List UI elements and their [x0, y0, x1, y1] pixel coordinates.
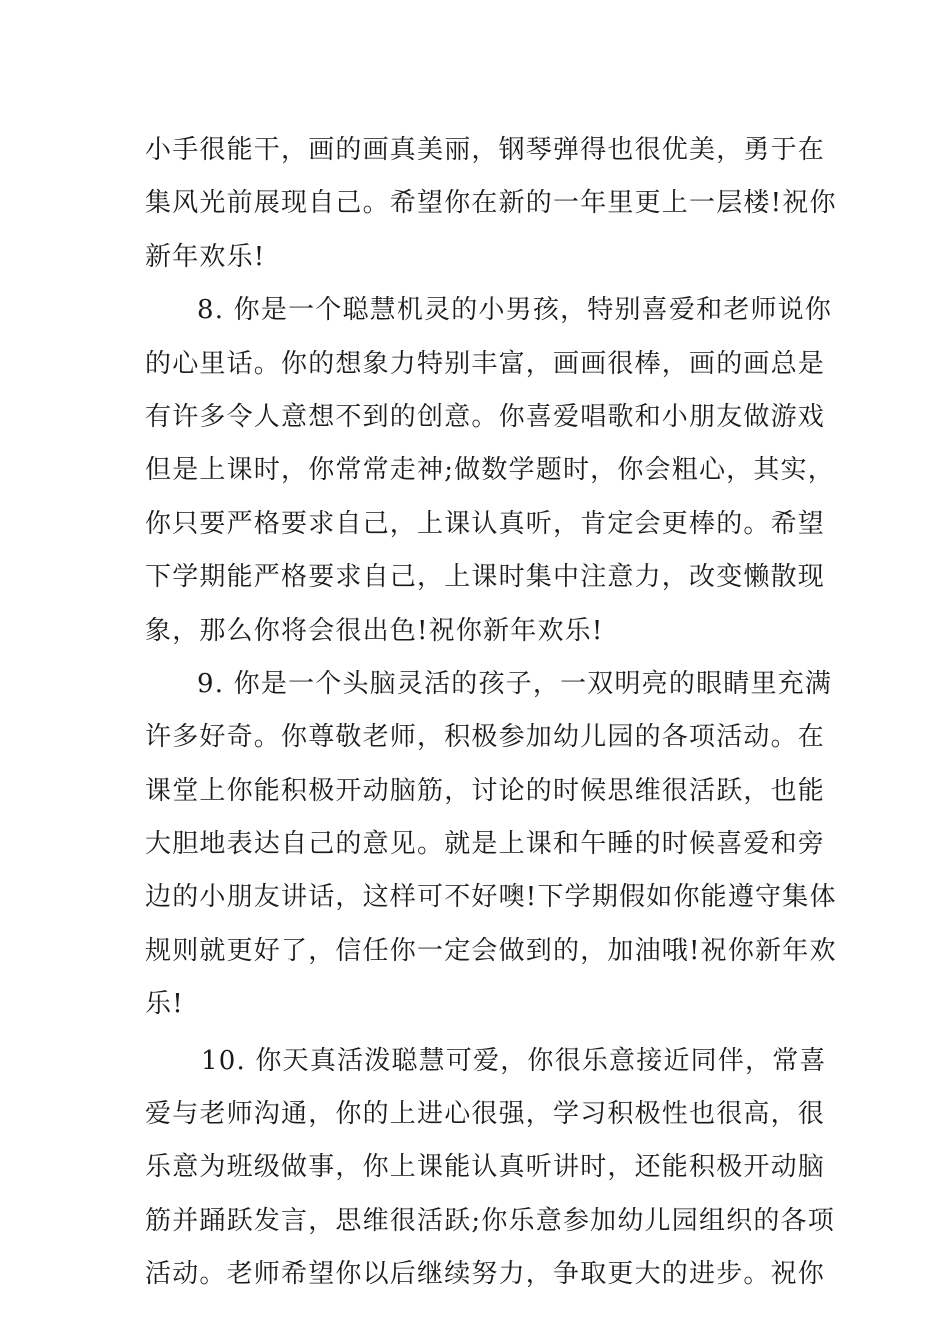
text-line: 的心里话。你的想象力特别丰富，画画很棒，画的画总是	[145, 348, 826, 379]
text-line: 课堂上你能积极开动脑筋，讨论的时候思维很活跃，也能	[145, 775, 826, 806]
text-line: 集风光前展现自己。希望你在新的一年里更上一层楼!祝你	[145, 188, 837, 219]
paragraph-8	[145, 284, 835, 658]
paragraph-10	[145, 1035, 835, 1302]
text-line: 边的小朋友讲话，这样可不好噢!下学期假如你能遵守集体	[145, 882, 837, 913]
text-line: 规则就更好了，信任你一定会做到的，加油哦!祝你新年欢	[145, 935, 837, 966]
text-line: 活动。老师希望你以后继续努力，争取更大的进步。祝你	[145, 1259, 826, 1290]
text-line: 乐!	[145, 989, 184, 1020]
text-line: 9. 你是一个头脑灵活的孩子，一双明亮的眼睛里充满	[197, 668, 833, 699]
text-line: 新年欢乐!	[145, 241, 266, 272]
paragraph-7-continuation	[145, 124, 837, 284]
text-line: 10. 你天真活泼聪慧可爱，你很乐意接近同伴，常喜	[201, 1045, 827, 1076]
text-line: 8. 你是一个聪慧机灵的小男孩，特别喜爱和老师说你	[197, 295, 833, 326]
text-line: 但是上课时，你常常走神;做数学题时，你会粗心，其实，	[145, 455, 835, 486]
text-line: 你只要严格要求自己，上课认真听，肯定会更棒的。希望	[145, 508, 826, 539]
text-line: 乐意为班级做事，你上课能认真听讲时，还能积极开动脑	[145, 1152, 826, 1183]
text-line: 小手很能干，画的画真美丽，钢琴弹得也很优美，勇于在	[145, 135, 826, 165]
text-line: 许多好奇。你尊敬老师，积极参加幼儿园的各项活动。在	[145, 722, 826, 753]
text-line: 象，那么你将会很出色!祝你新年欢乐!	[145, 615, 604, 646]
text-line: 爱与老师沟通，你的上进心很强，学习积极性也很高，很	[145, 1099, 826, 1130]
text-line: 有许多令人意想不到的创意。你喜爱唱歌和小朋友做游戏	[145, 401, 826, 432]
text-line: 大胆地表达自己的意见。就是上课和午睡的时候喜爱和旁	[145, 829, 826, 860]
document-body	[145, 124, 837, 1302]
text-line: 下学期能严格要求自己，上课时集中注意力，改变懒散现	[145, 562, 826, 593]
text-line: 筋并踊跃发言，思维很活跃;你乐意参加幼儿园组织的各项	[145, 1205, 835, 1236]
paragraph-9	[145, 658, 837, 1032]
